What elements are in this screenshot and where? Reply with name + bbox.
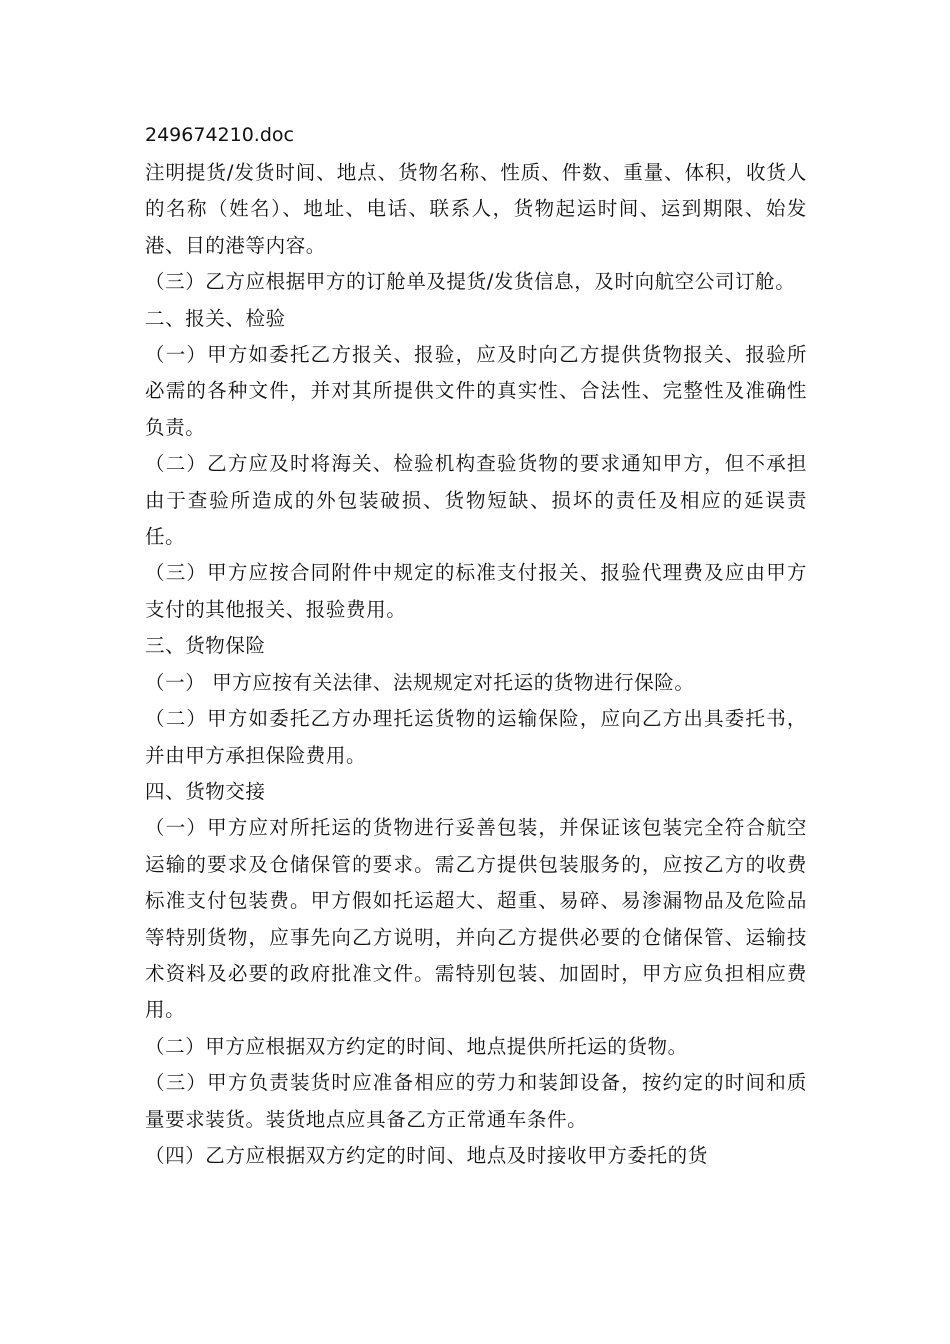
document-body	[145, 155, 807, 1174]
paragraph: （二）甲方应根据双方约定的时间、地点提供所托运的货物。	[145, 1034, 688, 1058]
paragraph: （一） 甲方应按有关法律、法规规定对托运的货物进行保险。	[145, 670, 695, 694]
paragraph: （一）甲方如委托乙方报关、报验，应及时向乙方提供货物报关、报验所必需的各种文件，并对其所提供文件的真实性、合法性、完整性及准确性负责。	[145, 343, 807, 439]
paragraph: （四）乙方应根据双方约定的时间、地点及时接收甲方委托的货	[145, 1143, 708, 1167]
paragraph: （三）乙方应根据甲方的订舱单及提货/发货信息，及时向航空公司订舱。	[145, 270, 796, 294]
section-heading: 四、货物交接	[145, 779, 266, 803]
section-heading: 三、货物保险	[145, 634, 266, 658]
paragraph: （一）甲方应对所托运的货物进行妥善包装，并保证该包装完全符合航空运输的要求及仓储保管的要求。需乙方提供包装服务的，应按乙方的收费标准支付包装费。甲方假如托运超大、超重、易碎、易渗漏物品及危险品等特别货物，应事先向乙方说明，并向乙方提供必要的仓储保管、运输技术资料及必要的政府批准文件。需特别包装、加固时，甲方应负担相应费用。	[145, 816, 807, 1022]
section-heading: 二、报关、检验	[145, 306, 286, 330]
paragraph: （二）甲方如委托乙方办理托运货物的运输保险，应向乙方出具委托书，并由甲方承担保险费用。	[145, 707, 807, 767]
paragraph: （二）乙方应及时将海关、检验机构查验货物的要求通知甲方，但不承担由于查验所造成的外包装破损、货物短缺、损坏的责任及相应的延误责任。	[145, 452, 807, 549]
paragraph: （三）甲方应按合同附件中规定的标准支付报关、报验代理费及应由甲方支付的其他报关、报验费用。	[145, 561, 807, 621]
paragraph: （三）甲方负责装货时应准备相应的劳力和装卸设备，按约定的时间和质量要求装货。装货地点应具备乙方正常通车条件。	[145, 1071, 807, 1131]
paragraph: 注明提货/发货时间、地点、货物名称、性质、件数、重量、体积，收货人的名称（姓名）、地址、电话、联系人，货物起运时间、运到期限、始发港、目的港等内容。	[145, 161, 807, 257]
document-filename: 249674210.doc	[145, 124, 294, 146]
